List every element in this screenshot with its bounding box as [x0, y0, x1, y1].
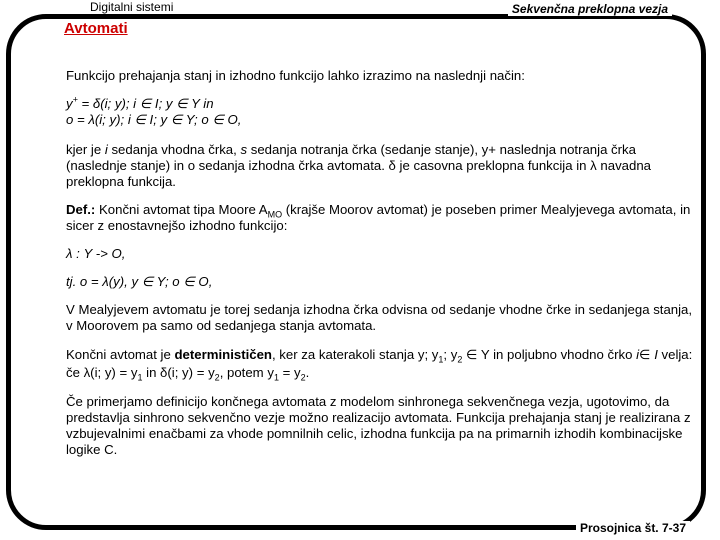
def-text-2: sedanja vhodna črka, [107, 142, 241, 157]
eq1-sup: + [72, 94, 78, 105]
det-sub-3: 1 [137, 372, 143, 383]
def-text-3: sedanja notranja črka (sedanje stanje), y+ naslednja notranja črka (naslednje stanje) in o sedanja izhodna črka avtomata. δ je casovna preklopna funkcija in λ navadna preklopna funkcija. [66, 142, 652, 189]
det-var-I: I [654, 347, 658, 362]
det-text-2: , ker za katerakoli stanja y; y [271, 347, 439, 362]
definition-paragraph [66, 142, 694, 190]
det-text-6: velja: če λ(i; y) = y [66, 347, 693, 380]
det-text-8: , potem y [219, 365, 274, 380]
eq1-symbol: y [66, 96, 73, 111]
det-sub-2: 2 [457, 354, 463, 365]
lambda-equation-2: tj. o = λ(y), y ∈ Y; o ∈ O, [66, 274, 213, 289]
det-sub-4: 2 [214, 372, 220, 383]
header-chapter-title: Sekvenčna preklopna vezja [508, 2, 672, 16]
slide-number: Prosojnica št. 7-37 [576, 521, 690, 535]
equation-1 [66, 96, 214, 111]
slide-content [66, 68, 694, 470]
slide-title: Avtomati [64, 20, 132, 37]
moore-subscript: MO [267, 209, 283, 220]
det-text-10: . [305, 365, 310, 380]
moore-text-1: Končni avtomat tipa Moore A [95, 202, 268, 217]
intro-paragraph: Funkcijo prehajanja stanj in izhodno funkcijo lahko izrazimo na naslednji način: [66, 68, 525, 83]
det-text-5: ∈ [639, 347, 655, 362]
def-var-i: i [104, 142, 108, 157]
header-course-title: Digitalni sistemi [86, 0, 177, 14]
det-sub-5: 1 [273, 372, 279, 383]
deterministic-paragraph [66, 346, 694, 382]
det-text-9: = y [278, 365, 301, 380]
det-text-7: in δ(i; y) = y [142, 365, 215, 380]
def-label: Def.: [66, 202, 96, 217]
eq1-rest: = δ(i; y); i ∈ I; y ∈ Y in [77, 96, 214, 111]
moore-definition [66, 202, 694, 234]
comparison-paragraph: Če primerjamo definicijo končnega avtomata z modelom sinhronega sekvenčnega vezja, ugotovimo, da predstavlja sinhrono sekvenčno vezje možno realizacijo avtomata. Funkcija prehajanja stanj je realizirana z vzbujevalnimi enačbami za vhode pomnilnih celic, izhodna funkcija pa na primarnih izhodih kombinacijske logike C. [66, 394, 691, 457]
det-text-4: ∈ Y in poljubno vhodno črko [462, 347, 637, 362]
det-var-i: i [636, 347, 640, 362]
moore-text-2: (krajše Moorov avtomat) je poseben primer Mealyjevega avtomata, in sicer z enostavnejšo izhodno funkcijo: [66, 202, 691, 233]
det-bold: determinističen [174, 347, 272, 362]
det-sub-6: 2 [300, 372, 306, 383]
det-text-1: Končni avtomat je [66, 347, 175, 362]
mealy-paragraph: V Mealyjevem avtomatu je torej sedanja izhodna črka odvisna od sedanje vhodne črke in sedanjega stanja, v Moorovem pa samo od sedanjega stanja avtomata. [66, 302, 693, 333]
def-var-s: s [240, 142, 248, 157]
equation-2: o = λ(i; y); i ∈ I; y ∈ Y; o ∈ O, [66, 112, 242, 127]
lambda-equation-1: λ : Y -> O, [66, 246, 126, 261]
equations-block [66, 96, 694, 128]
det-text-3: ; y [443, 347, 458, 362]
def-text-1: kjer je [66, 142, 105, 157]
det-sub-1: 1 [438, 354, 444, 365]
